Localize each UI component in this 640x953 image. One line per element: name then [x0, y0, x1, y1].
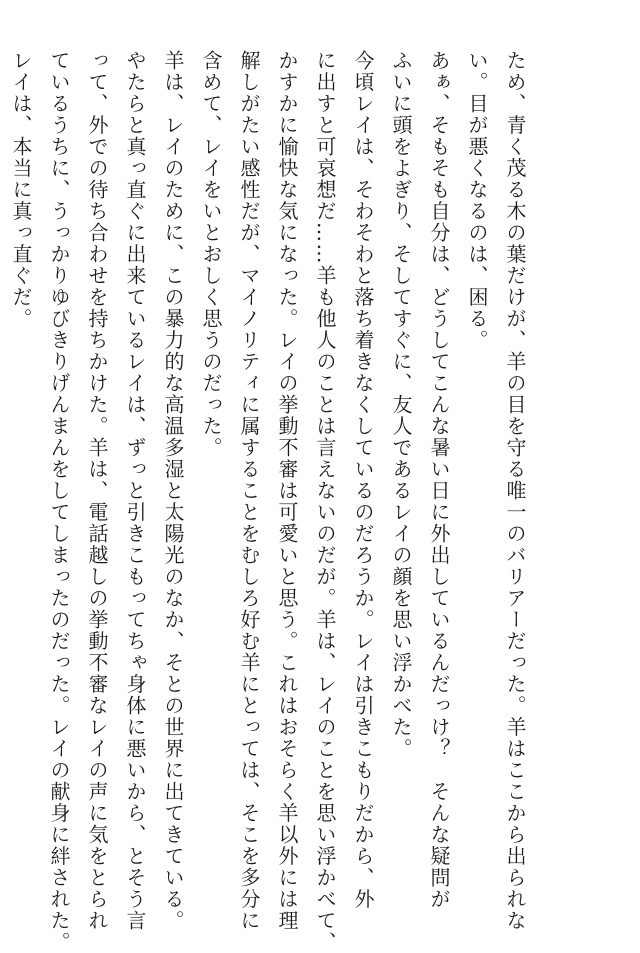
text-line-13: ているうちに、うっかりゆびきりげんまんをしてしまったのだった。レイの献身に絆された。 [47, 50, 71, 953]
text-line-3: あぁ、そもそも自分は、どうしてこんな暑い日に外出しているんだっけ？ そんな疑問が [427, 50, 451, 910]
text-line-9: 含めて、レイをいとおしく思うのだった。 [199, 50, 223, 459]
text-line-6: に出すと可哀想だ……羊も他人のことは言えないのだが。羊は、レイのことを思い浮かべて、 [313, 50, 337, 953]
text-line-7: かすかに愉快な気になった。レイの挙動不審は可愛いと思う。これはおそらく羊以外には理 [275, 50, 299, 932]
vertical-text-body [9, 50, 534, 953]
text-line-5: 今頃レイは、そわそわと落ち着きなくしているのだろうか。レイは引きこもりだから、外 [351, 50, 375, 910]
text-line-12: って、外での待ち合わせを持ちかけた。羊は、電話越しの挙動不審なレイの声に気をとられ [85, 50, 109, 932]
text-line-14: レイは、本当に真っ直ぐだ。 [9, 50, 33, 330]
text-line-11: やたらと真っ直ぐに出来ているレイは、ずっと引きこもってちゃ身体に悪いから、とそう言 [123, 50, 147, 932]
text-line-8: 解しがたい感性だが、マイノリティに属することをむしろ好む羊にとっては、そこを多分に [237, 50, 261, 932]
text-line-10: 羊は、レイのために、この暴力的な高温多湿と太陽光のなか、そとの世界に出てきている。 [161, 50, 185, 932]
text-line-2: い。目が悪くなるのは、困る。 [465, 50, 489, 351]
text-line-1: ため、青く茂る木の葉だけが、羊の目を守る唯一のバリアーだった。羊はここから出られな [503, 50, 527, 932]
text-line-4: ふいに頭をよぎり、そしてすぐに、友人であるレイの顔を思い浮かべた。 [389, 50, 413, 760]
